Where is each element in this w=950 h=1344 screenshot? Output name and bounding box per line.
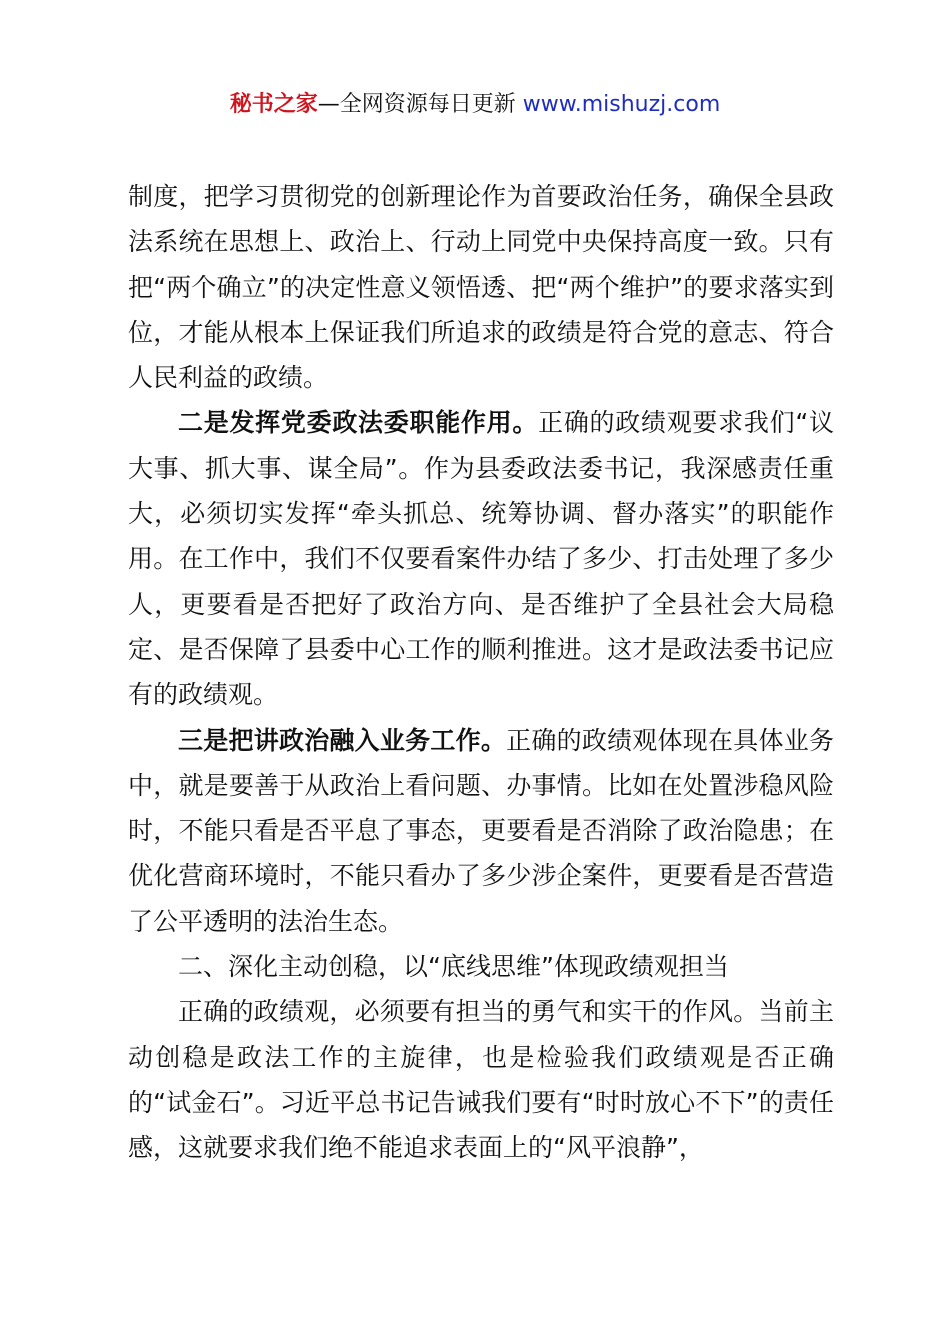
site-watermark-header: [0, 88, 950, 122]
document-body: [128, 174, 834, 1171]
header-tagline: —全网资源每日更新: [317, 92, 523, 117]
paragraph-3-lead: 三是把讲政治融入业务工作。: [178, 725, 507, 755]
paragraph-3-text: 正确的政绩观体现在具体业务中，就是要善于从政治上看问题、办事情。比如在处置涉稳风险时，不能只看是否平息了事态，更要看是否消除了政治隐患；在优化营商环境时，不能只看办了多少涉企案件，更要看是否营造了公平透明的法治生态。: [128, 725, 834, 936]
paragraph-2-lead: 二是发挥党委政法委职能作用。: [178, 408, 539, 438]
site-url-link[interactable]: www.mishuzj.com: [522, 92, 721, 117]
section-heading-2: 二、深化主动创稳，以“底线思维”体现政绩观担当: [178, 952, 729, 982]
paragraph-4: 正确的政绩观，必须要有担当的勇气和实干的作风。当前主动创稳是政法工作的主旋律，也是检验我们政绩观是否正确的“试金石”。习近平总书记告诫我们要有“时时放心不下”的责任感，这就要求我们绝不能追求表面上的“风平浪静”，: [128, 997, 834, 1163]
paragraph-2: [128, 400, 834, 717]
paragraph-3: [128, 718, 834, 944]
paragraph-1: 制度，把学习贯彻党的创新理论作为首要政治任务，确保全县政法系统在思想上、政治上、行动上同党中央保持高度一致。只有把“两个确立”的决定性意义领悟透、把“两个维护”的要求落实到位，才能从根本上保证我们所追求的政绩是符合党的意志、符合人民利益的政绩。: [128, 182, 834, 393]
paragraph-2-text: 正确的政绩观要求我们“议大事、抓大事、谋全局”。作为县委政法委书记，我深感责任重大，必须切实发挥“牵头抓总、统筹协调、督办落实”的职能作用。在工作中，我们不仅要看案件办结了多少、打击处理了多少人，更要看是否把好了政治方向、是否维护了全县社会大局稳定、是否保障了县委中心工作的顺利推进。这才是政法委书记应有的政绩观。: [128, 408, 834, 710]
brand-name: 秘书之家: [229, 92, 318, 117]
